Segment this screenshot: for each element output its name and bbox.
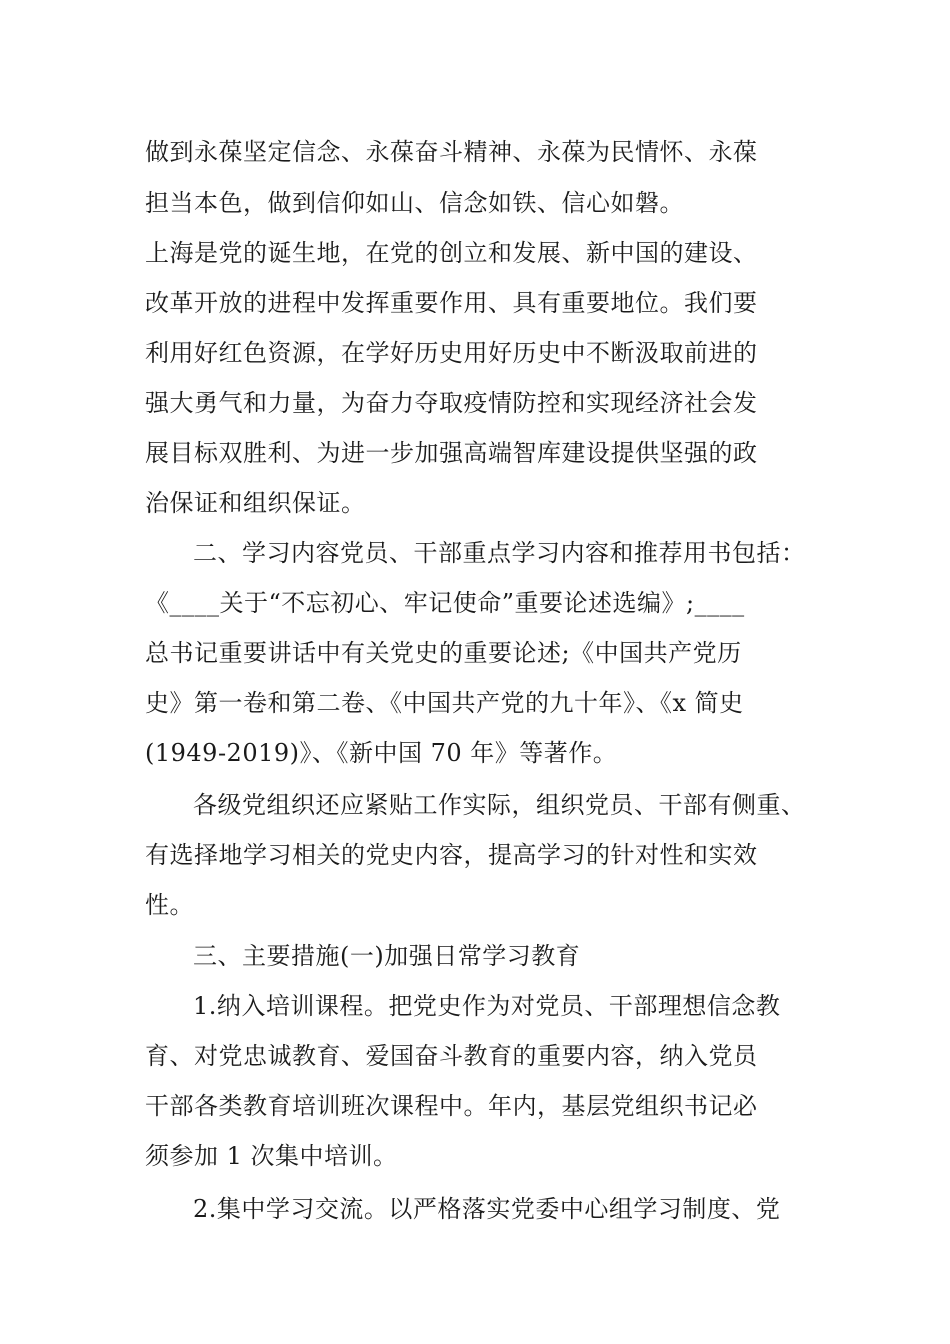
text-line: 做到永葆坚定信念、永葆奋斗精神、永葆为民情怀、永葆: [145, 138, 758, 166]
text-line: (1949-2019)》、《新中国 70 年》等著作。: [145, 739, 618, 767]
text-line: 总书记重要讲话中有关党史的重要论述;《中国共产党历: [145, 639, 742, 667]
text-line: 上海是党的诞生地，在党的创立和发展、新中国的建设、: [145, 239, 758, 267]
text-line: 治保证和组织保证。: [145, 489, 366, 517]
section-heading-measures: 三、主要措施(一)加强日常学习教育: [193, 942, 581, 970]
text-line: 利用好红色资源，在学好历史用好历史中不断汲取前进的: [145, 339, 758, 367]
text-line: 干部各类教育培训班次课程中。年内，基层党组织书记必: [145, 1092, 758, 1120]
text-line: 须参加 1 次集中培训。: [145, 1142, 398, 1170]
text-line: 性。: [145, 891, 194, 919]
text-line: 2.集中学习交流。以严格落实党委中心组学习制度、党: [193, 1195, 781, 1223]
text-line: 改革开放的进程中发挥重要作用、具有重要地位。我们要: [145, 289, 758, 317]
text-line: 育、对党忠诚教育、爱国奋斗教育的重要内容，纳入党员: [145, 1042, 758, 1070]
text-line: 展目标双胜利、为进一步加强高端智库建设提供坚强的政: [145, 439, 758, 467]
text-line: 担当本色，做到信仰如山、信念如铁、信心如磐。: [145, 189, 684, 217]
text-line: 史》第一卷和第二卷、《中国共产党的九十年》、《x 简史: [145, 689, 744, 717]
text-line: 《____关于“不忘初心、牢记使命”重要论述选编》;____: [145, 589, 745, 617]
section-heading-content: 二、学习内容党员、干部重点学习内容和推荐用书包括：: [193, 539, 806, 567]
text-line: 强大勇气和力量，为奋力夺取疫情防控和实现经济社会发: [145, 389, 758, 417]
text-line: 各级党组织还应紧贴工作实际，组织党员、干部有侧重、: [193, 791, 806, 819]
text-line: 有选择地学习相关的党史内容，提高学习的针对性和实效: [145, 841, 758, 869]
text-line: 1.纳入培训课程。把党史作为对党员、干部理想信念教: [193, 992, 781, 1020]
